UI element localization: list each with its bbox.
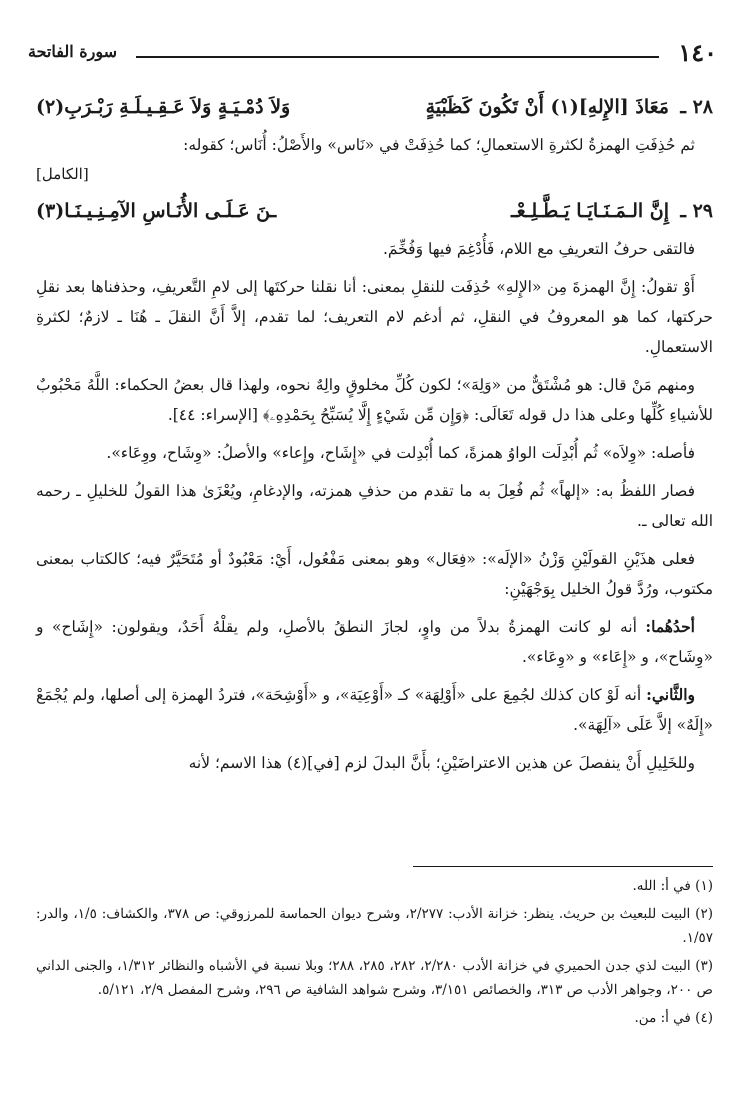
verse-second-hemistich: وَلاَ دُمْـيَـةٍ وَلاَ عَـقِـيـلَـةِ رَبْـرَبِ(٢) (36, 96, 291, 118)
verse-number: ٢٩ ـ (680, 200, 713, 222)
paragraph: فأصله: «وِلاَه» ثُم أُبْدِلَت الواوُ همزةً، كما أُبْدِلت في «إِشَاح، وإِعاء» والأصلُ: «وِشَاح، ووِعَاء». (106, 444, 695, 462)
paragraph: ثم حُذِفَتِ الهمزةُ لكثرةِ الاستعمالِ؛ كما حُذِفَتْ في «نَاس» والأَصْلُ: أُنَاس؛ كقوله: (183, 136, 695, 154)
verse-first-hemistich: إِنَّ الـمَـنَـايَـا يَـطَّـلِـعْـ (511, 200, 669, 222)
paragraph-text: أنه لو كانت الهمزةُ بدلاً من واوٍ، لجازَ النطقُ بالأصلِ، ولم يقلْهُ أَحَدٌ، ويقولون: «إِشَاح» و «وِشَاح»، و «إِعَاء» و «وِعَاء». (36, 618, 713, 666)
paragraph: فصار اللفظُ به: «إلهاً» ثُم فُعِلَ به ما تقدم من حذفِ همزته، والإدغامِ، ويُعْزَىٰ هذا القولُ للخليلِ ـ رحمه الله تعالى ـ. (36, 482, 713, 530)
footnote: (٢) البيت للبعيث بن حريث. ينظر: خزانة الأدب: ٢/٢٧٧، وشرح ديوان الحماسة للمرزوقي: ص ٣٧٨، والكشاف: ١/٥، والدر: ١/٥٧. (36, 906, 713, 946)
page-header (28, 38, 717, 72)
footnote: (١) في أ: الله. (632, 878, 713, 894)
footnote: (٤) في أ: من. (634, 1010, 713, 1026)
paragraph: فالتقى حرفُ التعريفِ مع اللام، فَأُدْغِمَ فيها وَفُخِّمَ. (382, 240, 695, 258)
paragraph: فعلى هذَيْنِ القولَيْنِ وَزْنُ «الإلَه»: «فِعَال» وهو بمعنى مَفْعُول، أَيْ: مَعْبُودٌ أو مُتَحَيَّرٌ فيه؛ كالكتاب بمعنى مكتوب، ورُدَّ قولُ الخليل بِوَجْهَيْنِ: (36, 550, 713, 598)
paragraph: وللخَلِيلِ أَنْ ينفصلَ عن هذين الاعتراضَيْنِ؛ بأَنَّ البدلَ لزم [في](٤) هذا الاسم؛ لأنه (188, 754, 695, 772)
verse-line (36, 90, 713, 130)
footnote-rule (413, 866, 713, 867)
footnote: (٣) البيت لذي جدن الحميري في خزانة الأدب ٢/٢٨٠، ٢٨٢، ٢٨٥، ٢٨٨؛ وبلا نسبة في الأشباه والنظائر ١/٣١٢، والجنى الداني ص ٢٠٠، وجواهر الأدب ص ٣١٣، والخصائص ٣/١٥١، وشرح شواهد الشافية ص ٢٩٦، وشرح المفصل ٢/٩، ٥/١٢١. (36, 958, 714, 998)
paragraph-lead: والثَّاني: (646, 685, 695, 704)
main-text (36, 90, 713, 786)
paragraph-text: أنه لَوْ كان كذلك لجُمِعَ على «أَوْلِهَة» كـ «أَوْعِيَة»، و «أَوْشِحَة»، فتردُ الهمزة إلى أصلها، ولم يُجْمَعْ «إِلَهٌ» إلاَّ عَلَى «آلِهَة». (36, 686, 713, 734)
paragraph (36, 680, 713, 740)
page-number: ١٤٠ (678, 38, 717, 67)
verse-line (36, 194, 713, 234)
paragraph-lead: أحدُهُما: (645, 617, 695, 636)
verse-number: ٢٨ ـ (680, 96, 713, 118)
verse-second-hemistich: ـنَ عَـلَـى الأُنَـاسِ الآمِـنِـيـنَـا(٣) (36, 200, 277, 222)
paragraph: ومنهم مَنْ قال: هو مُشْتَقٌّ من «وَلِهَ»؛ لكون كُلِّ مخلوقٍ والِهٌ نحوه، ولهذا قال بعضُ الحكماء: اللَّهُ مَحْبُوبٌ للأشياءِ كُلِّها وعلى هذا دل قوله تَعَالَى: ﴿وَإِن مِّن شَيْءٍ إِلَّا يُسَبِّحُ بِحَمْدِهِۦ﴾ [الإسراء: ٤٤]. (36, 376, 713, 424)
paragraph (36, 612, 713, 672)
running-title: سورة الفاتحة (28, 42, 117, 61)
verse-first-hemistich: مَعَاذَ [الإِلهِ](١) أَنْ تَكُونَ كَظَبْيَةٍ (425, 96, 669, 118)
header-rule (136, 56, 659, 58)
footnotes (36, 874, 713, 1034)
paragraph: أَوْ تقولُ: إِنَّ الهمزةَ مِن «الإِلهِ» حُذِفَت للنقلِ بمعنى: أنا نقلنا حركتَها إلى لامِ التَّعريفِ، وحذفناها بعد نقلِ حركتها، كما هو المعروفُ في النقلِ، ثم أدغم لام التعريف؛ لما تقدم، إلاَّ أَنَّ النقلَ ـ هُنَا ـ لازمٌ؛ لكثرةِ الاستعمالِ. (36, 278, 713, 356)
meter-label: [الكامل] (36, 165, 89, 183)
